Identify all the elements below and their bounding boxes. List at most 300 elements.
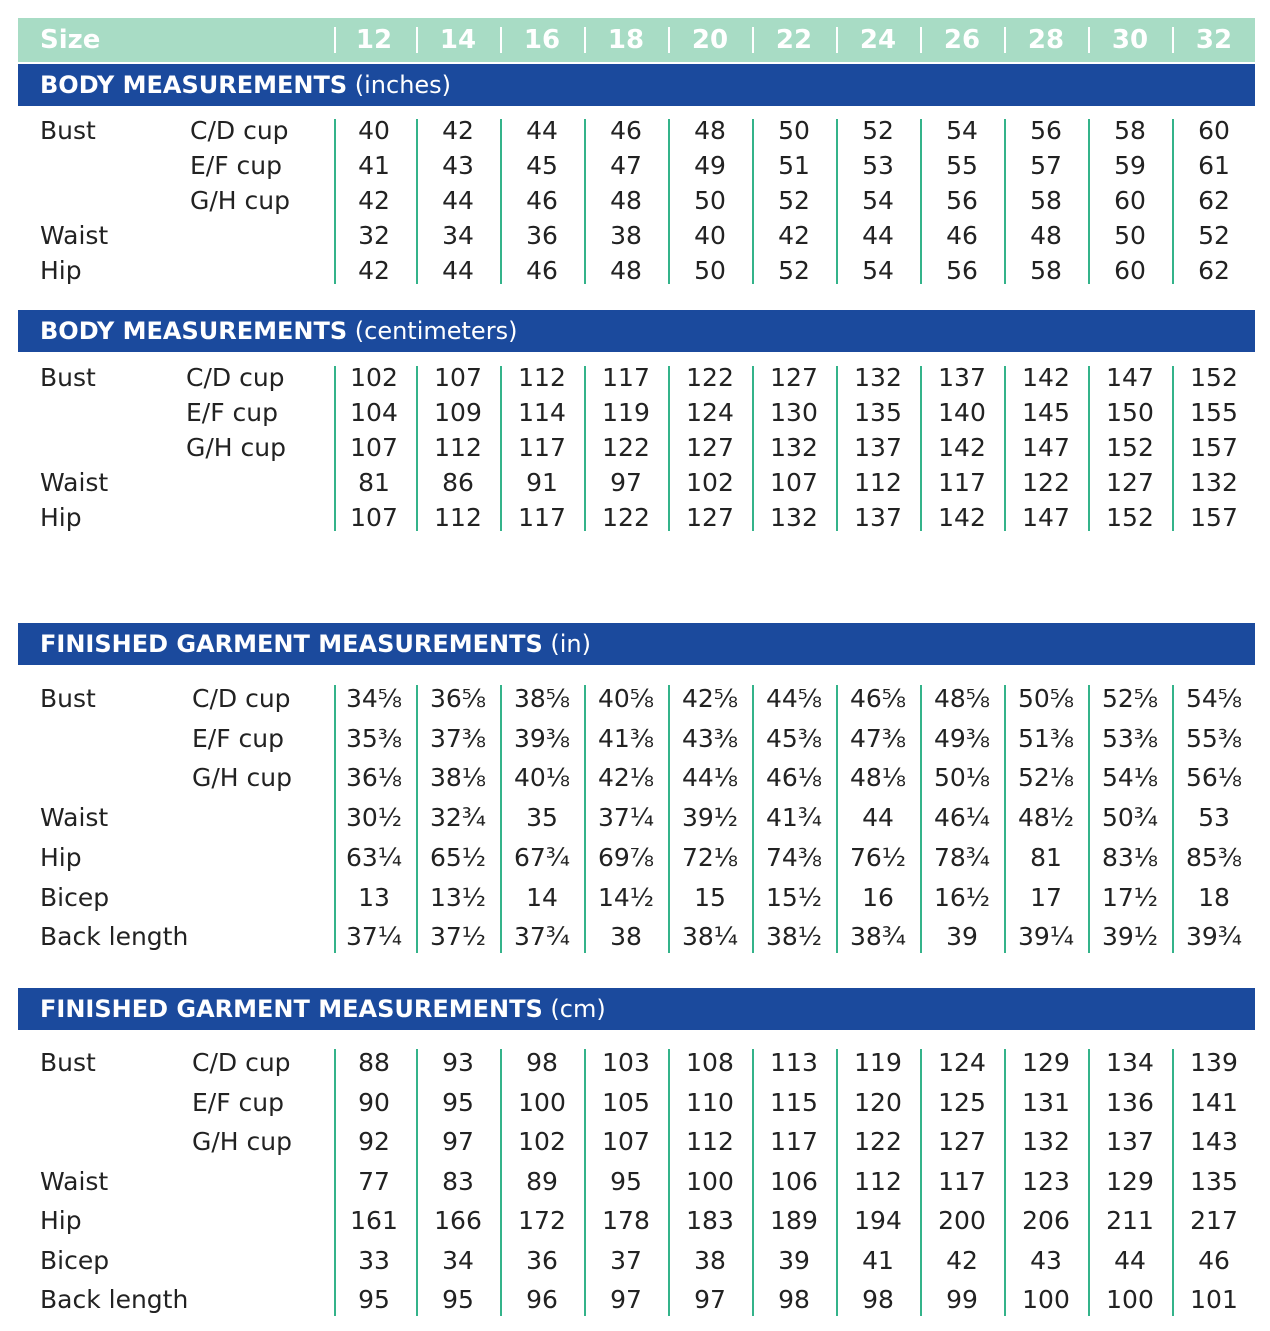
table-cell: 36 [526, 221, 558, 250]
size-header-28: 28 [1027, 25, 1065, 55]
table-row [18, 917, 1255, 957]
table-row [18, 465, 1255, 500]
table-cell: 127 [770, 363, 818, 392]
table-cell: 43 [442, 151, 474, 180]
table-cell: 38½ [765, 922, 823, 952]
table-cell: 206 [1022, 1206, 1070, 1235]
table-cell: 127 [938, 1127, 986, 1156]
table-cell: 16 [862, 882, 894, 912]
table-cell: 67¾ [513, 842, 571, 872]
table-cell: 48 [1030, 221, 1062, 250]
table-cell: 117 [518, 503, 566, 532]
table-cell: 42⅛ [597, 763, 655, 793]
table-cell: 100 [1106, 1285, 1154, 1314]
table-row [18, 798, 1255, 838]
table-cell: 102 [686, 468, 734, 497]
table-banner-2 [18, 310, 1255, 352]
table-cell: 161 [350, 1206, 398, 1235]
table-cell: 152 [1106, 433, 1154, 462]
table-cell: 137 [854, 433, 902, 462]
table-cell: 39 [778, 1245, 810, 1275]
table-cell: 103 [602, 1048, 650, 1077]
row-label: Hip [40, 256, 82, 285]
table-cell: 152 [1190, 363, 1238, 392]
table-cell: 112 [518, 363, 566, 392]
table-cell: 60 [1198, 116, 1230, 145]
table-cell: 14½ [597, 882, 655, 912]
row-label: Bust [40, 1048, 96, 1077]
table-cell: 172 [518, 1206, 566, 1235]
table-cell: 155 [1190, 398, 1238, 427]
size-header-12: 12 [355, 25, 393, 55]
table-cell: 38 [610, 922, 642, 952]
table-cell: 112 [434, 503, 482, 532]
table-cell: 127 [686, 503, 734, 532]
table-cell: 107 [350, 503, 398, 532]
table-cell: 38 [610, 221, 642, 250]
table-cell: 43⅜ [681, 723, 739, 753]
table-banner-3 [18, 623, 1255, 665]
table-cell: 61 [1198, 151, 1230, 180]
table-cell: 112 [434, 433, 482, 462]
table-cell: 140 [938, 398, 986, 427]
table-cell: 107 [602, 1127, 650, 1156]
table-cell: 100 [518, 1087, 566, 1117]
table-cell: 56⅛ [1185, 763, 1243, 793]
table-cell: 42 [778, 221, 810, 250]
table-cell: 117 [938, 1166, 986, 1196]
row-label: Back length [40, 1285, 189, 1314]
table-row [18, 838, 1255, 878]
table-cell: 48⅛ [849, 763, 907, 793]
table-cell: 217 [1190, 1206, 1238, 1235]
table-cell: 37¾ [513, 922, 571, 952]
table-cell: 49 [694, 151, 726, 180]
table-cell: 97 [610, 468, 642, 497]
table-cell: 44 [442, 186, 474, 215]
table-row [18, 113, 1255, 148]
table-cell: 81 [1030, 842, 1062, 872]
row-label: Bicep [40, 1245, 110, 1275]
table-cell: 52⅝ [1101, 684, 1159, 713]
table-cell: 117 [602, 363, 650, 392]
table-row [18, 878, 1255, 918]
table-cell: 53 [862, 151, 894, 180]
row-label: Bust [40, 363, 96, 392]
table-cell: 100 [1022, 1285, 1070, 1314]
table-cell: 49⅜ [933, 723, 991, 753]
table-cell: 59 [1114, 151, 1146, 180]
row-label: Bicep [40, 882, 110, 912]
table-cell: 129 [1106, 1166, 1154, 1196]
table-cell: 88 [358, 1048, 390, 1077]
table-cell: 135 [1190, 1166, 1238, 1196]
table-cell: 38⅛ [429, 763, 487, 793]
table-cell: 97 [442, 1127, 474, 1156]
table-cell: 124 [686, 398, 734, 427]
table-cell: 125 [938, 1087, 986, 1117]
table-cell: 44⅝ [765, 684, 823, 713]
row-label: Hip [40, 1206, 82, 1235]
table-cell: 63¼ [345, 842, 403, 872]
table-cell: 114 [518, 398, 566, 427]
table-cell: 200 [938, 1206, 986, 1235]
table-cell: 35 [526, 803, 558, 833]
table-cell: 124 [938, 1048, 986, 1077]
table-cell: 41 [862, 1245, 894, 1275]
row-cup-label: E/F cup [192, 1087, 285, 1117]
table-cell: 39¼ [1017, 922, 1075, 952]
table-row [18, 1122, 1255, 1162]
table-cell: 97 [694, 1285, 726, 1314]
table-cell: 142 [938, 433, 986, 462]
row-cup-label: C/D cup [186, 363, 285, 392]
table-title-unit: (inches) [354, 71, 452, 99]
table-row [18, 719, 1255, 759]
table-cell: 56 [946, 186, 978, 215]
table-cell: 56 [1030, 116, 1062, 145]
table-cell: 113 [770, 1048, 818, 1077]
table-cell: 53 [1198, 803, 1230, 833]
row-cup-label: E/F cup [186, 398, 279, 427]
table-cell: 33 [358, 1245, 390, 1275]
table-cell: 16½ [933, 882, 991, 912]
table-row [18, 500, 1255, 535]
table-cell: 78¾ [933, 842, 991, 872]
table-cell: 117 [938, 468, 986, 497]
table-cell: 142 [938, 503, 986, 532]
table-row [18, 1201, 1255, 1241]
table-row [18, 1162, 1255, 1202]
table-cell: 41 [358, 151, 390, 180]
table-cell: 30½ [345, 803, 403, 833]
table-row [18, 1043, 1255, 1083]
row-cup-label: E/F cup [190, 151, 283, 180]
table-cell: 127 [686, 433, 734, 462]
table-cell: 46 [1198, 1245, 1230, 1275]
row-label: Waist [40, 221, 109, 250]
size-header-bar [18, 18, 1255, 62]
table-cell: 17½ [1101, 882, 1159, 912]
table-row [18, 1280, 1255, 1320]
table-cell: 50⅝ [1017, 684, 1075, 713]
table-cell: 13½ [429, 882, 487, 912]
table-cell: 211 [1106, 1206, 1154, 1235]
size-header-32: 32 [1195, 25, 1233, 55]
table-cell: 15 [694, 882, 726, 912]
table-cell: 134 [1106, 1048, 1154, 1077]
table-cell: 38¾ [849, 922, 907, 952]
table-title [40, 64, 451, 106]
table-cell: 40⅝ [597, 684, 655, 713]
table-cell: 95 [610, 1166, 642, 1196]
table-cell: 129 [1022, 1048, 1070, 1077]
table-cell: 157 [1190, 503, 1238, 532]
table-cell: 142 [1022, 363, 1070, 392]
size-header-16: 16 [523, 25, 561, 55]
table-cell: 35⅜ [345, 723, 403, 753]
table-cell: 17 [1030, 882, 1062, 912]
size-header-24: 24 [859, 25, 897, 55]
table-cell: 54 [862, 186, 894, 215]
table-cell: 109 [434, 398, 482, 427]
table-cell: 98 [778, 1285, 810, 1314]
table-cell: 122 [602, 433, 650, 462]
row-label: Waist [40, 468, 109, 497]
table-cell: 54 [862, 256, 894, 285]
table-cell: 39½ [1101, 922, 1159, 952]
table-cell: 139 [1190, 1048, 1238, 1077]
table-cell: 15½ [765, 882, 823, 912]
table-cell: 48½ [1017, 803, 1075, 833]
table-cell: 141 [1190, 1087, 1238, 1117]
table-cell: 48 [694, 116, 726, 145]
table-banner-4 [18, 988, 1255, 1030]
table-cell: 189 [770, 1206, 818, 1235]
table-cell: 194 [854, 1206, 902, 1235]
table-cell: 40⅛ [513, 763, 571, 793]
table-cell: 102 [350, 363, 398, 392]
size-header-26: 26 [943, 25, 981, 55]
table-cell: 100 [686, 1166, 734, 1196]
table-row [18, 430, 1255, 465]
table-cell: 90 [358, 1087, 390, 1117]
table-cell: 110 [686, 1087, 734, 1117]
table-row [18, 148, 1255, 183]
table-cell: 130 [770, 398, 818, 427]
table-cell: 150 [1106, 398, 1154, 427]
table-cell: 89 [526, 1166, 558, 1196]
table-row [18, 1241, 1255, 1281]
table-title-unit: (in) [550, 630, 591, 658]
table-cell: 37 [610, 1245, 642, 1275]
table-cell: 52 [778, 256, 810, 285]
table-cell: 44 [862, 221, 894, 250]
table-cell: 58 [1030, 186, 1062, 215]
table-cell: 147 [1022, 503, 1070, 532]
table-cell: 46 [526, 256, 558, 285]
table-cell: 45 [526, 151, 558, 180]
table-cell: 55 [946, 151, 978, 180]
row-label: Bust [40, 116, 96, 145]
table-cell: 46 [610, 116, 642, 145]
table-cell: 120 [854, 1087, 902, 1117]
table-cell: 39 [946, 922, 978, 952]
table-cell: 122 [1022, 468, 1070, 497]
table-cell: 50 [694, 256, 726, 285]
table-row [18, 1083, 1255, 1123]
table-cell: 137 [938, 363, 986, 392]
row-cup-label: G/H cup [192, 1127, 292, 1156]
table-cell: 36⅛ [345, 763, 403, 793]
row-label: Hip [40, 842, 82, 872]
table-cell: 50 [694, 186, 726, 215]
table-cell: 107 [350, 433, 398, 462]
size-header-18: 18 [607, 25, 645, 55]
table-cell: 147 [1022, 433, 1070, 462]
table-cell: 44 [862, 803, 894, 833]
table-cell: 132 [770, 503, 818, 532]
table-cell: 76½ [849, 842, 907, 872]
table-cell: 62 [1198, 186, 1230, 215]
table-cell: 37¼ [345, 922, 403, 952]
size-header-30: 30 [1111, 25, 1149, 55]
table-cell: 32¾ [429, 803, 487, 833]
table-body-4 [18, 1043, 1255, 1320]
table-cell: 52 [778, 186, 810, 215]
table-cell: 47⅜ [849, 723, 907, 753]
table-cell: 132 [1190, 468, 1238, 497]
table-cell: 51 [778, 151, 810, 180]
table-cell: 51⅜ [1017, 723, 1075, 753]
table-cell: 58 [1114, 116, 1146, 145]
table-row [18, 758, 1255, 798]
table-cell: 13 [358, 882, 390, 912]
table-cell: 54 [946, 116, 978, 145]
table-title-unit: (cm) [550, 995, 606, 1023]
table-cell: 135 [854, 398, 902, 427]
table-cell: 56 [946, 256, 978, 285]
table-title [40, 988, 606, 1030]
table-cell: 91 [526, 468, 558, 497]
row-cup-label: C/D cup [190, 116, 289, 145]
table-title [40, 623, 591, 665]
table-cell: 74⅜ [765, 842, 823, 872]
row-cup-label: C/D cup [192, 1048, 291, 1077]
table-cell: 53⅜ [1101, 723, 1159, 753]
table-cell: 54⅝ [1185, 684, 1243, 713]
table-cell: 41¾ [765, 803, 823, 833]
table-row [18, 253, 1255, 288]
table-cell: 137 [1106, 1127, 1154, 1156]
table-cell: 112 [854, 468, 902, 497]
table-cell: 95 [358, 1285, 390, 1314]
table-cell: 112 [854, 1166, 902, 1196]
table-cell: 40 [694, 221, 726, 250]
table-cell: 99 [946, 1285, 978, 1314]
table-cell: 52⅛ [1017, 763, 1075, 793]
table-row [18, 679, 1255, 719]
table-cell: 107 [434, 363, 482, 392]
table-cell: 38¼ [681, 922, 739, 952]
table-cell: 122 [686, 363, 734, 392]
table-cell: 132 [1022, 1127, 1070, 1156]
table-row [18, 360, 1255, 395]
table-cell: 14 [526, 882, 558, 912]
table-cell: 38⅝ [513, 684, 571, 713]
table-cell: 97 [610, 1285, 642, 1314]
table-cell: 50 [1114, 221, 1146, 250]
table-cell: 60 [1114, 186, 1146, 215]
table-cell: 44⅛ [681, 763, 739, 793]
table-cell: 52 [1198, 221, 1230, 250]
table-cell: 107 [770, 468, 818, 497]
row-label: Bust [40, 684, 96, 713]
table-cell: 37⅜ [429, 723, 487, 753]
table-cell: 102 [518, 1127, 566, 1156]
size-header-label: Size [40, 25, 101, 55]
table-cell: 98 [526, 1048, 558, 1077]
table-cell: 32 [358, 221, 390, 250]
table-cell: 34⅝ [345, 684, 403, 713]
table-row [18, 183, 1255, 218]
table-cell: 43 [1030, 1245, 1062, 1275]
table-cell: 46 [526, 186, 558, 215]
table-cell: 50¾ [1101, 803, 1159, 833]
table-cell: 166 [434, 1206, 482, 1235]
row-cup-label: E/F cup [192, 723, 285, 753]
row-cup-label: G/H cup [186, 433, 286, 462]
table-cell: 39⅜ [513, 723, 571, 753]
table-cell: 48 [610, 186, 642, 215]
table-cell: 119 [602, 398, 650, 427]
table-cell: 106 [770, 1166, 818, 1196]
table-cell: 44 [1114, 1245, 1146, 1275]
table-cell: 44 [526, 116, 558, 145]
table-cell: 77 [358, 1166, 390, 1196]
table-cell: 42 [358, 256, 390, 285]
table-cell: 46⅛ [765, 763, 823, 793]
table-cell: 52 [862, 116, 894, 145]
table-cell: 50 [778, 116, 810, 145]
table-cell: 96 [526, 1285, 558, 1314]
table-cell: 50⅛ [933, 763, 991, 793]
table-cell: 147 [1106, 363, 1154, 392]
table-cell: 105 [602, 1087, 650, 1117]
table-cell: 83 [442, 1166, 474, 1196]
table-cell: 178 [602, 1206, 650, 1235]
table-cell: 95 [442, 1087, 474, 1117]
table-title-main: FINISHED GARMENT MEASUREMENTS [40, 630, 543, 658]
table-cell: 122 [602, 503, 650, 532]
table-cell: 137 [854, 503, 902, 532]
table-cell: 83⅛ [1101, 842, 1159, 872]
row-label: Waist [40, 1166, 109, 1196]
table-cell: 119 [854, 1048, 902, 1077]
table-cell: 42 [442, 116, 474, 145]
table-title-main: FINISHED GARMENT MEASUREMENTS [40, 995, 543, 1023]
table-cell: 58 [1030, 256, 1062, 285]
table-cell: 46 [946, 221, 978, 250]
table-cell: 117 [770, 1127, 818, 1156]
row-cup-label: G/H cup [190, 186, 290, 215]
table-cell: 37½ [429, 922, 487, 952]
table-cell: 44 [442, 256, 474, 285]
table-cell: 86 [442, 468, 474, 497]
table-body-1 [18, 113, 1255, 288]
row-label: Hip [40, 503, 82, 532]
table-cell: 54⅛ [1101, 763, 1159, 793]
table-cell: 42 [358, 186, 390, 215]
table-cell: 117 [518, 433, 566, 462]
table-cell: 48 [610, 256, 642, 285]
table-cell: 81 [358, 468, 390, 497]
table-banner-1 [18, 64, 1255, 106]
table-cell: 41⅜ [597, 723, 655, 753]
table-cell: 46¼ [933, 803, 991, 833]
table-cell: 48⅝ [933, 684, 991, 713]
table-cell: 40 [358, 116, 390, 145]
row-cup-label: C/D cup [192, 684, 291, 713]
table-cell: 132 [770, 433, 818, 462]
table-cell: 115 [770, 1087, 818, 1117]
table-cell: 98 [862, 1285, 894, 1314]
table-cell: 136 [1106, 1087, 1154, 1117]
table-cell: 37¼ [597, 803, 655, 833]
table-cell: 18 [1198, 882, 1230, 912]
table-cell: 34 [442, 221, 474, 250]
table-cell: 101 [1190, 1285, 1238, 1314]
